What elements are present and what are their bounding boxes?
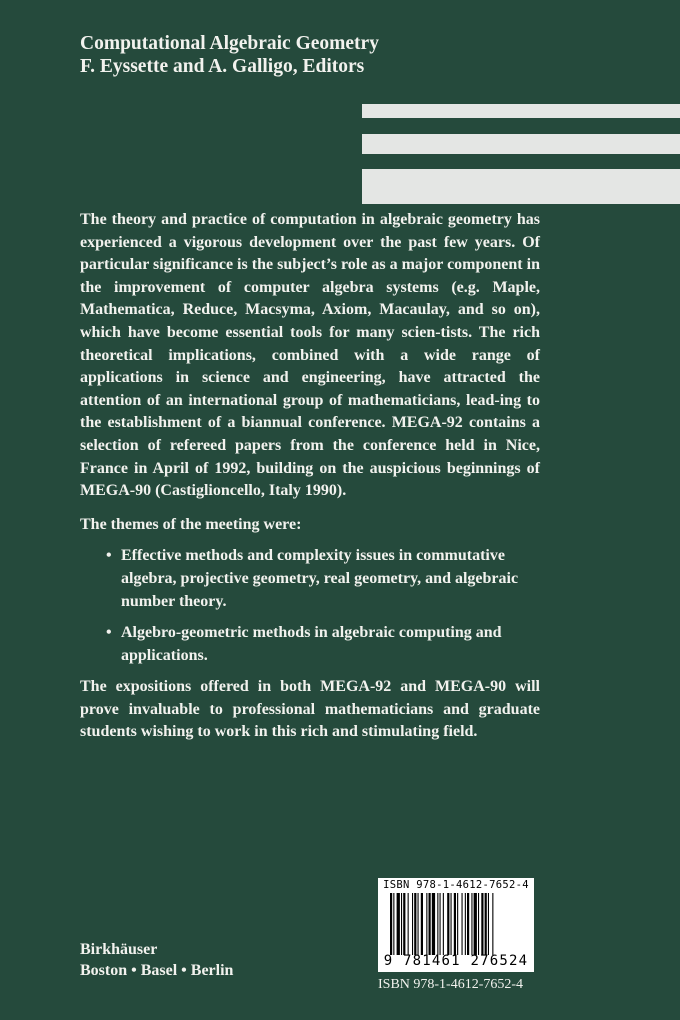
barcode-bar xyxy=(471,893,472,955)
barcode-digits: 9 781461 276524 xyxy=(383,953,529,969)
barcode-bar xyxy=(478,893,479,955)
barcode-bar xyxy=(451,893,452,955)
closing-paragraph: The expositions offered in both MEGA-92 and MEGA-90 will prove invaluable to professional mathematicians and graduate students wishing to work in this rich and stimulating field. xyxy=(80,678,540,741)
description xyxy=(80,209,540,744)
barcode-bar xyxy=(397,893,400,955)
barcode-bar xyxy=(447,893,449,955)
decorative-stripe-1 xyxy=(362,104,680,118)
themes-title: The themes of the meeting were: xyxy=(80,515,302,533)
barcode-bar xyxy=(481,893,483,955)
intro-paragraph: The theory and practice of computation in algebraic geometry has experienced a vigorous development over the past few years. Of particular significance is the subject’s role as a major component in the improvement of computer algebra systems (e.g. Maple, Mathematica, Reduce, Macsyma, Axiom, Macaulay, and so on), which have become essential tools for many scien-tists. The rich theoretical implications, combined with a wide range of applications in science and engineering, have attracted the attention of an international group of mathematicians, lead-ing to the establishment of a biannual conference. MEGA-92 contains a selection of refereed papers from the conference held in Nice, France in April of 1992, building on the auspicious beginnings of MEGA-90 (Castiglioncello, Italy 1990). xyxy=(80,211,540,500)
barcode-bar xyxy=(403,893,405,955)
header xyxy=(80,32,379,78)
barcode-bar xyxy=(421,893,423,955)
decorative-stripe-3 xyxy=(362,169,680,204)
barcode-isbn-label: ISBN 978-1-4612-7652-4 xyxy=(383,879,529,891)
barcode-bar xyxy=(393,893,394,955)
barcode-bar xyxy=(401,893,402,955)
bullet-icon: • xyxy=(106,624,112,642)
barcode-bar xyxy=(454,893,456,955)
barcode-bar xyxy=(492,893,493,955)
bullet-icon: • xyxy=(106,547,112,565)
barcode-bar xyxy=(457,893,458,955)
barcode-bar xyxy=(462,893,463,955)
barcode-bar xyxy=(440,893,441,955)
themes-list xyxy=(80,545,540,667)
decorative-stripe-2 xyxy=(362,134,680,154)
barcode-bar xyxy=(418,893,419,955)
theme-item xyxy=(80,545,540,613)
isbn-text: ISBN 978-1-4612-7652-4 xyxy=(378,977,524,992)
barcode-bar xyxy=(426,893,427,955)
barcode-bar xyxy=(437,893,438,955)
barcode-bar xyxy=(390,893,392,955)
barcode-bar xyxy=(414,893,416,955)
barcode-bar xyxy=(408,893,409,955)
publisher-cities: Boston • Basel • Berlin xyxy=(80,962,234,979)
barcode-bar xyxy=(443,893,444,955)
theme-text: Algebro-geometric methods in algebraic computing and applications. xyxy=(121,624,502,664)
book-editors: F. Eyssette and A. Galligo, Editors xyxy=(80,56,365,77)
barcode-bars-icon xyxy=(390,893,522,955)
barcode-bar xyxy=(465,893,466,955)
barcode-bar xyxy=(467,893,469,955)
barcode-bar xyxy=(432,893,435,955)
barcode-bar xyxy=(412,893,413,955)
publisher xyxy=(80,939,233,981)
barcode-bar xyxy=(485,893,487,955)
barcode-bar xyxy=(474,893,477,955)
barcode-bar xyxy=(429,893,431,955)
theme-text: Effective methods and complexity issues in commutative algebra, projective geometry, real geometry, and algebraic number theory. xyxy=(121,547,519,610)
theme-item xyxy=(80,622,540,667)
barcode-bar xyxy=(488,893,489,955)
publisher-name: Birkhäuser xyxy=(80,941,158,958)
book-title: Computational Algebraic Geometry xyxy=(80,33,379,54)
barcode xyxy=(378,878,534,972)
